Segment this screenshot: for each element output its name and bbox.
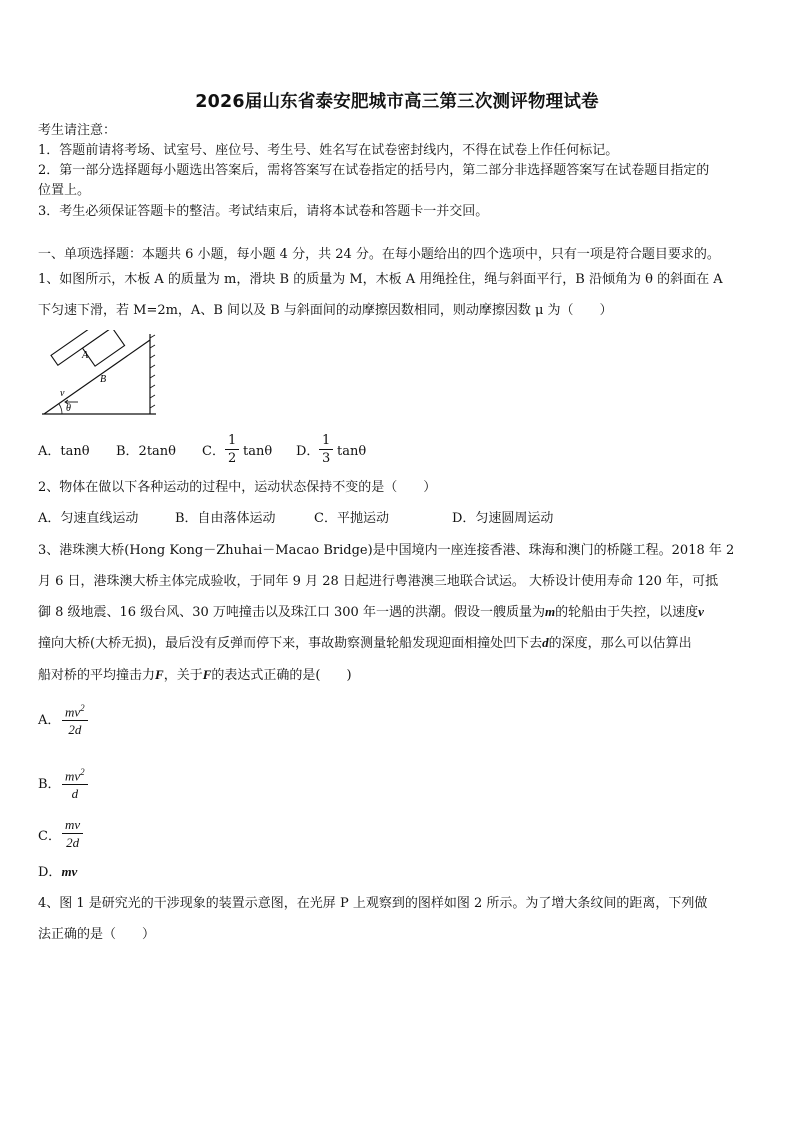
page-title: 2026届山东省泰安肥城市高三第三次测评物理试卷 xyxy=(195,92,599,112)
q4-stem-line2: 法正确的是（ ） xyxy=(38,927,156,942)
q1-label-a: A xyxy=(82,350,89,361)
var-f: F xyxy=(155,667,164,682)
q3-stem-line2: 月 6 日，港珠澳大桥主体完成验收，于同年 9 月 28 日起进行粤港澳三地联合试运。 大桥设计使用寿命 120 年，可抵 xyxy=(38,574,719,589)
q1-label-b: B xyxy=(100,374,107,385)
q2-stem: 2、物体在做以下各种运动的过程中，运动状态保持不变的是（ ） xyxy=(38,480,437,495)
q3-option-d: D．mv xyxy=(38,864,78,880)
q1-label-theta: θ xyxy=(66,403,71,414)
q3-stem-line3: 御 8 级地震、16 级台风、30 万吨撞击以及珠江口 300 年一遇的洪潮。假设一艘质量为m的轮船由于失控，以速度v xyxy=(38,604,704,620)
q2-option-a: A．匀速直线运动 xyxy=(38,511,139,526)
q3-stem-line1: 3、港珠澳大桥(Hong Kong－Zhuhai－Macao Bridge)是中国境内一座连接香港、珠海和澳门的桥隧工程。2018 年 2 xyxy=(38,543,735,558)
q1-label-v: v xyxy=(60,388,65,399)
var-v: v xyxy=(698,604,704,619)
q3-option-c-label: C． xyxy=(38,829,61,844)
q3-option-a-fraction: $\frac{mv^2}{2d}$ xyxy=(62,700,88,738)
q1-option-d: D． xyxy=(296,444,320,459)
q2-option-d: D．匀速圆周运动 xyxy=(452,511,554,526)
q4-stem-line1: 4、图 1 是研究光的干涉现象的装置示意图，在光屏 P 上观察到的图样如图 2 所示。为了增大条纹间的距离，下列做 xyxy=(38,896,708,911)
q1-stem-line2: 下匀速下滑，若 M=2m，A、B 间以及 B 与斜面间的动摩擦因数相同，则动摩擦因数 μ 为（ ） xyxy=(38,303,613,318)
q3-stem-line5: 船对桥的平均撞击力F，关于F的表达式正确的是( ) xyxy=(38,667,352,683)
var-m: m xyxy=(544,604,556,619)
q1-incline-figure xyxy=(38,330,163,420)
q3-option-b-fraction: $\frac{mv^2}{d}$ xyxy=(62,764,88,802)
q1-stem-line1: 1、如图所示，木板 A 的质量为 m，滑块 B 的质量为 M，木板 A 用绳拴住，绳与斜面平行，B 沿倾角为 θ 的斜面在 A xyxy=(38,272,723,287)
notice-item: 3．考生必须保证答题卡的整洁。考试结束后，请将本试卷和答题卡一并交回。 xyxy=(38,204,489,219)
q3-option-c-fraction: $\frac{mv}{2d}$ xyxy=(62,816,83,851)
q1-option-d-tail: tanθ xyxy=(337,444,367,459)
q2-option-c: C．平抛运动 xyxy=(314,511,389,526)
q1-option-b: B．2tanθ xyxy=(116,444,176,459)
var-d: d xyxy=(542,635,549,650)
q3-option-a-label: A． xyxy=(38,713,61,728)
q2-option-b: B．自由落体运动 xyxy=(175,511,276,526)
q1-option-c: C． xyxy=(202,444,225,459)
q1-option-c-fraction: $\frac{1}{2}$ xyxy=(225,432,239,467)
notice-item: 位置上。 xyxy=(38,183,91,198)
q3-option-b-label: B． xyxy=(38,777,61,792)
q1-option-d-fraction: $\frac{1}{3}$ xyxy=(319,432,333,467)
q1-option-c-tail: tanθ xyxy=(243,444,273,459)
var-f: F xyxy=(202,667,212,682)
section-heading: 一、单项选择题：本题共 6 小题，每小题 4 分，共 24 分。在每小题给出的四个选项中，只有一项是符合题目要求的。 xyxy=(38,247,720,262)
notice-item: 1．答题前请将考场、试室号、座位号、考生号、姓名写在试卷密封线内，不得在试卷上作任何标记。 xyxy=(38,143,619,158)
q1-option-a: A．tanθ xyxy=(38,444,90,459)
notice-item: 2．第一部分选择题每小题选出答案后，需将答案写在试卷指定的括号内，第二部分非选择题答案写在试卷题目指定的 xyxy=(38,163,710,178)
notice-heading: 考生请注意： xyxy=(38,123,117,138)
q3-stem-line4: 撞向大桥(大桥无损)，最后没有反弹而停下来，事故勘察测量轮船发现迎面相撞处凹下去d的深度，那么可以估算出 xyxy=(38,635,692,651)
